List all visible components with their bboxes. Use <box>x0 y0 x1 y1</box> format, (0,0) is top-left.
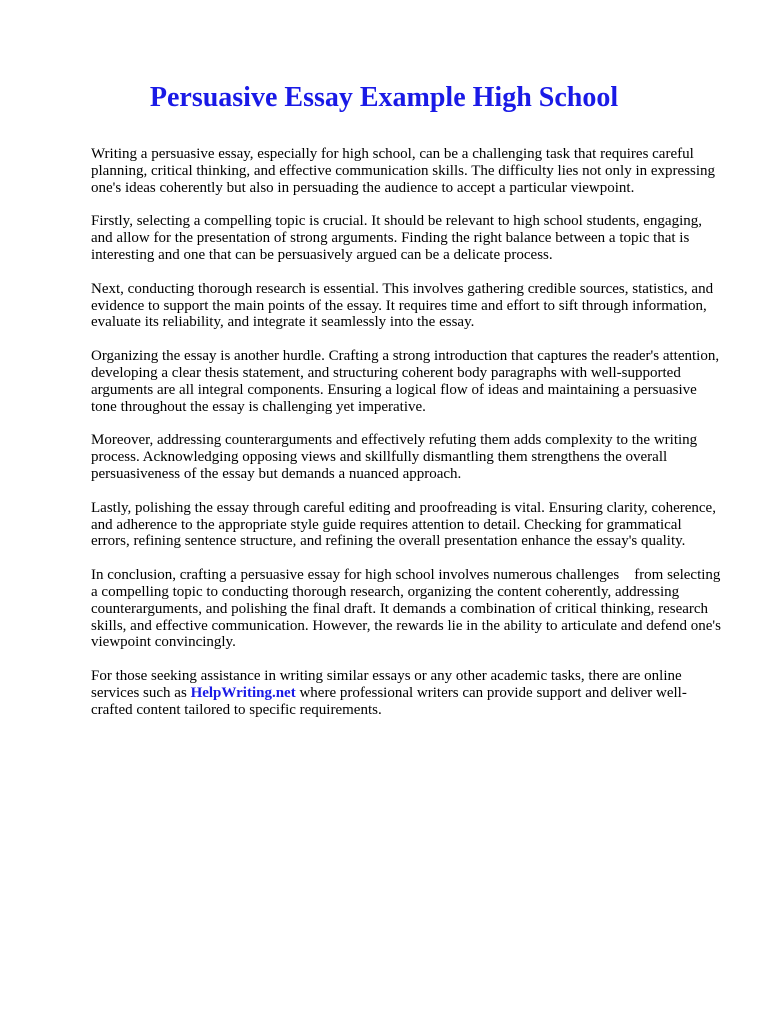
page-title: Persuasive Essay Example High School <box>149 82 619 113</box>
essay-body <box>91 146 723 736</box>
assistance-text-before: For those seeking assistance in writing similar essays or any other academic tasks, there are online services such as <box>91 668 682 701</box>
paragraph-research: Next, conducting thorough research is essential. This involves gathering credible sources, statistics, and evidence to support the main points of the essay. It requires time and effort to sift through information, evaluate its reliability, and integrate it seamlessly into the essay. <box>91 280 714 331</box>
assistance-text-after: where professional writers can provide support and deliver well-crafted content tailored to specific requirements. <box>91 684 687 718</box>
paragraph-intro: Writing a persuasive essay, especially for high school, can be a challenging task that requires careful planning, critical thinking, and effective communication skills. The difficulty lies not only in expressing one's ideas coherently but also in persuading the audience to accept a particular viewpoint. <box>91 146 716 196</box>
paragraph-organizing: Organizing the essay is another hurdle. Crafting a strong introduction that captures the reader's attention, developing a clear thesis statement, and structuring coherent body paragraphs with well-supported arguments are all integral components. Ensuring a logical flow of ideas and maintaining a persuasive tone throughout the essay is challenging yet imperative. <box>91 348 720 415</box>
paragraph-assistance <box>91 668 723 718</box>
paragraph-polishing: Lastly, polishing the essay through careful editing and proofreading is vital. Ensuring clarity, coherence, and adherence to the appropriate style guide requires attention to detail. Checking for grammatical errors, refining sentence structure, and refining the overall presentation enhance the essay's quality. <box>91 499 716 550</box>
paragraph-conclusion: In conclusion, crafting a persuasive essay for high school involves numerous challenges from selecting a compelling topic to conducting thorough research, organizing the content coherently, addressing counterarguments, and polishing the final draft. It demands a combination of critical thinking, research skills, and effective communication. However, the rewards lie in the ability to articulate and defend one's viewpoint convincingly. <box>91 567 725 651</box>
helpwriting-link[interactable]: HelpWriting.net <box>190 684 296 701</box>
paragraph-counterarguments: Moreover, addressing counterarguments and effectively refuting them adds complexity to the writing process. Acknowledging opposing views and skillfully dismantling them strengthens the overall persuasiveness of the essay but demands a nuanced approach. <box>91 432 698 482</box>
paragraph-topic: Firstly, selecting a compelling topic is crucial. It should be relevant to high school students, engaging, and allow for the presentation of strong arguments. Finding the right balance between a topic that is interesting and one that can be persuasively argued can be a delicate process. <box>91 213 702 263</box>
